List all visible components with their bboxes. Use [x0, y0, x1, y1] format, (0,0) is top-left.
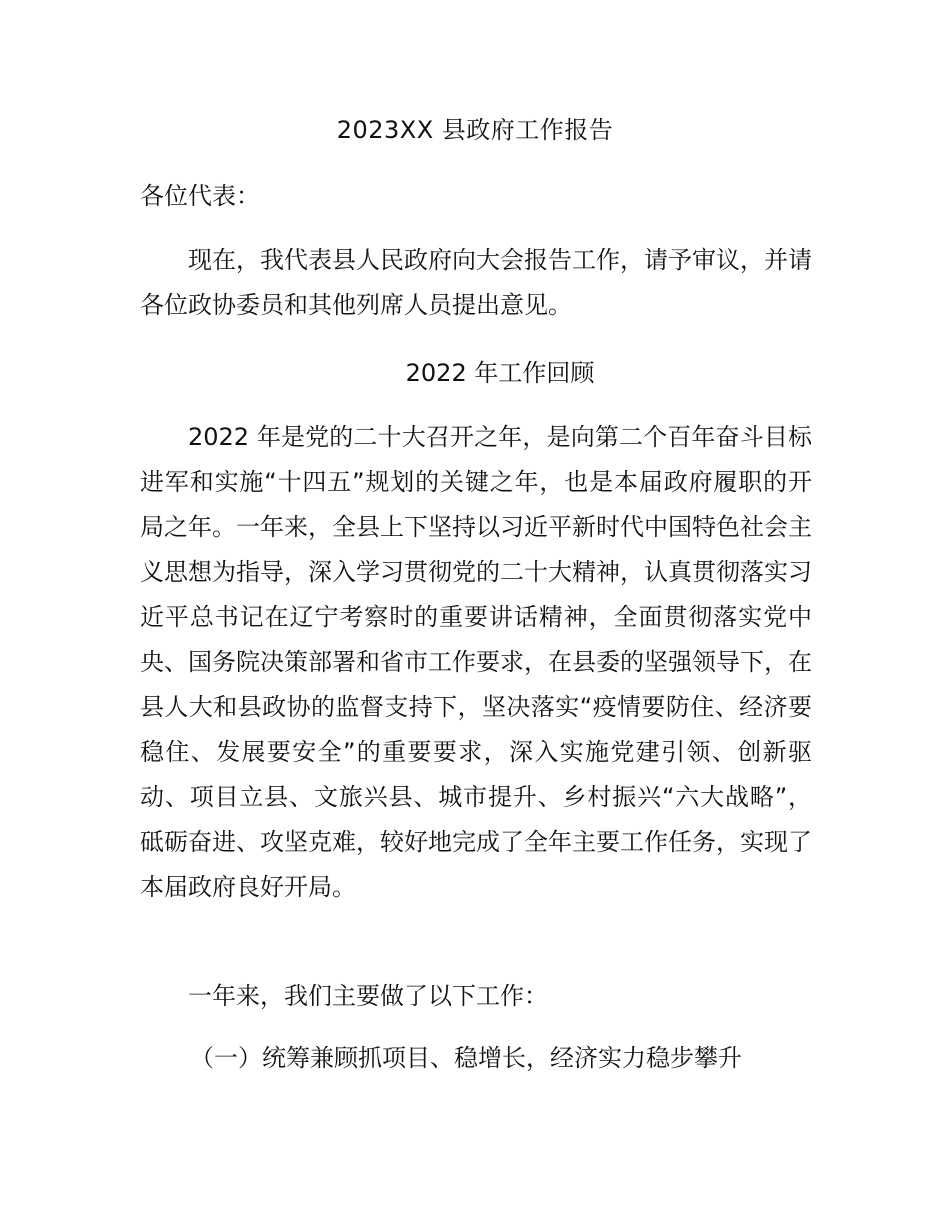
section-heading: 2022 年工作回顾 — [405, 359, 595, 387]
intro-paragraph: 现在，我代表县人民政府向大会报告工作，请予审议，并请各位政协委员和其他列席人员提出意见。 — [140, 246, 812, 319]
subsection-heading: （一）统筹兼顾抓项目、稳增长，经济实力稳步攀升 — [190, 1044, 742, 1072]
work-intro-paragraph: 一年来，我们主要做了以下工作： — [188, 982, 548, 1010]
review-paragraph: 2022 年是党的二十大召开之年，是向第二个百年奋斗目标进军和实施“十四五”规划的关键之年，也是本届政府履职的开局之年。一年来，全县上下坚持以习近平新时代中国特色社会主义思想为指导，深入学习贯彻党的二十大精神，认真贯彻落实习近平总书记在辽宁考察时的重要讲话精神，全面贯彻落实党中央、国务院决策部署和省市工作要求，在县委的坚强领导下，在县人大和县政协的监督支持下，坚决落实“疫情要防住、经济要稳住、发展要安全”的重要要求，深入实施党建引领、创新驱动、项目立县、文旅兴县、城市提升、乡村振兴“六大战略”，砥砺奋进、攻坚克难，较好地完成了全年主要工作任务，实现了本届政府良好开局。 — [140, 423, 812, 901]
salutation: 各位代表： — [140, 182, 260, 210]
document-title: 2023XX 县政府工作报告 — [336, 116, 614, 144]
